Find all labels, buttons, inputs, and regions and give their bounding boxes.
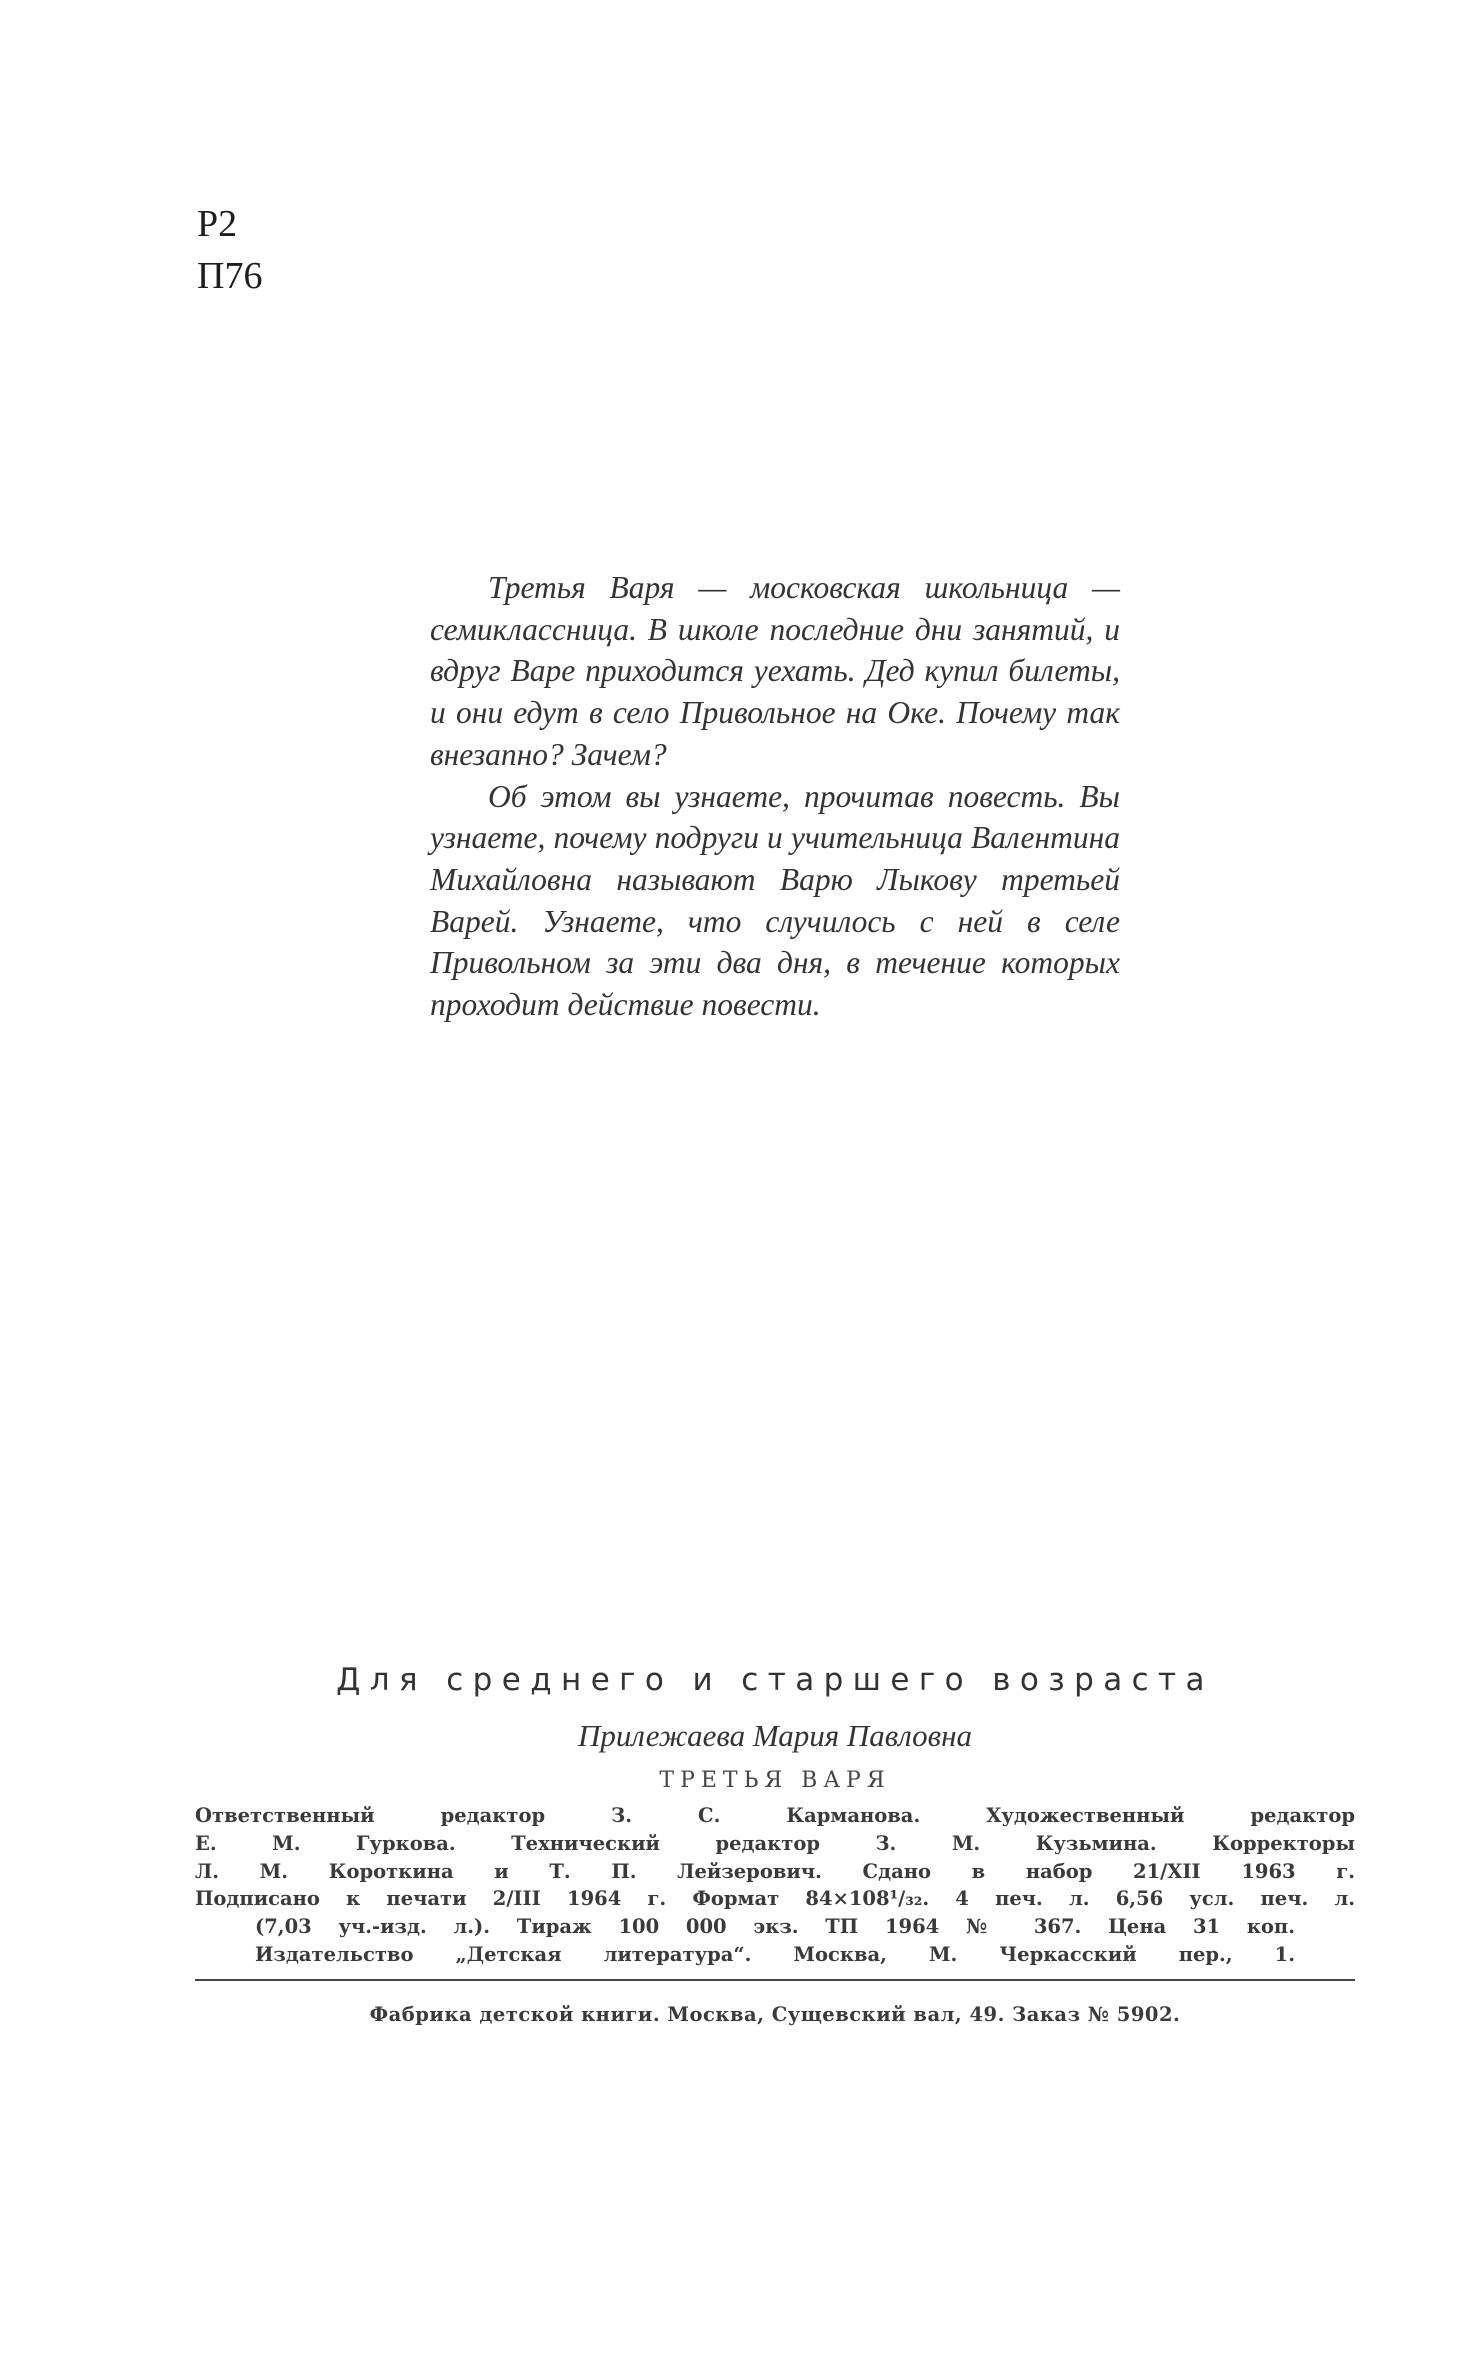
credit-line: Подписано к печати 2/III 1964 г. Формат 84×108¹/₃₂. 4 печ. л. 6,56 усл. печ. л. bbox=[195, 1887, 1355, 1911]
book-annotation bbox=[430, 567, 1120, 1026]
publication-credits bbox=[195, 1802, 1355, 1969]
annotation-paragraph: Об этом вы узнаете, прочитав повесть. Вы узнаете, почему подруги и учительница Валентина Михайловна называют Варю Лыкову третьей Варей. Узнаете, что случилось с ней в селе Привольном за эти два дня, в течение которых проходит действие повести. bbox=[430, 778, 1120, 1023]
imprint-block bbox=[195, 1660, 1355, 2026]
credit-line: (7,03 уч.-изд. л.). Тираж 100 000 экз. ТП 1964 № 367. Цена 31 коп. bbox=[255, 1915, 1295, 1939]
author-name: Прилежаева Мария Павловна bbox=[578, 1718, 972, 1753]
age-group-label: Для среднего и старшего возраста bbox=[336, 1662, 1214, 1698]
annotation-paragraph: Третья Варя — московская школьница — семиклассница. В школе последние дни занятий, и вдруг Варе приходится уехать. Дед купил билеты, и они едут в село Привольное на Оке. Почему так внезапно? Зачем? bbox=[430, 570, 1120, 772]
credit-line: Издательство „Детская литература“. Москва, М. Черкасский пер., 1. bbox=[255, 1942, 1295, 1966]
printer-info: Фабрика детской книги. Москва, Сущевский вал, 49. Заказ № 5902. bbox=[369, 2002, 1181, 2026]
credit-line: Ответственный редактор З. С. Карманова. Художественный редактор bbox=[195, 1804, 1355, 1827]
classification-codes bbox=[197, 198, 262, 302]
classification-code-2: П76 bbox=[197, 255, 263, 297]
credit-line: Е. М. Гуркова. Технический редактор З. М. Кузьмина. Корректоры bbox=[195, 1831, 1355, 1855]
credit-line: Л. М. Короткина и Т. П. Лейзерович. Сдано в набор 21/XII 1963 г. bbox=[195, 1859, 1355, 1883]
classification-code-1: Р2 bbox=[197, 203, 238, 245]
book-title: ТРЕТЬЯ ВАРЯ bbox=[659, 1768, 891, 1793]
divider-rule bbox=[195, 1979, 1355, 1981]
